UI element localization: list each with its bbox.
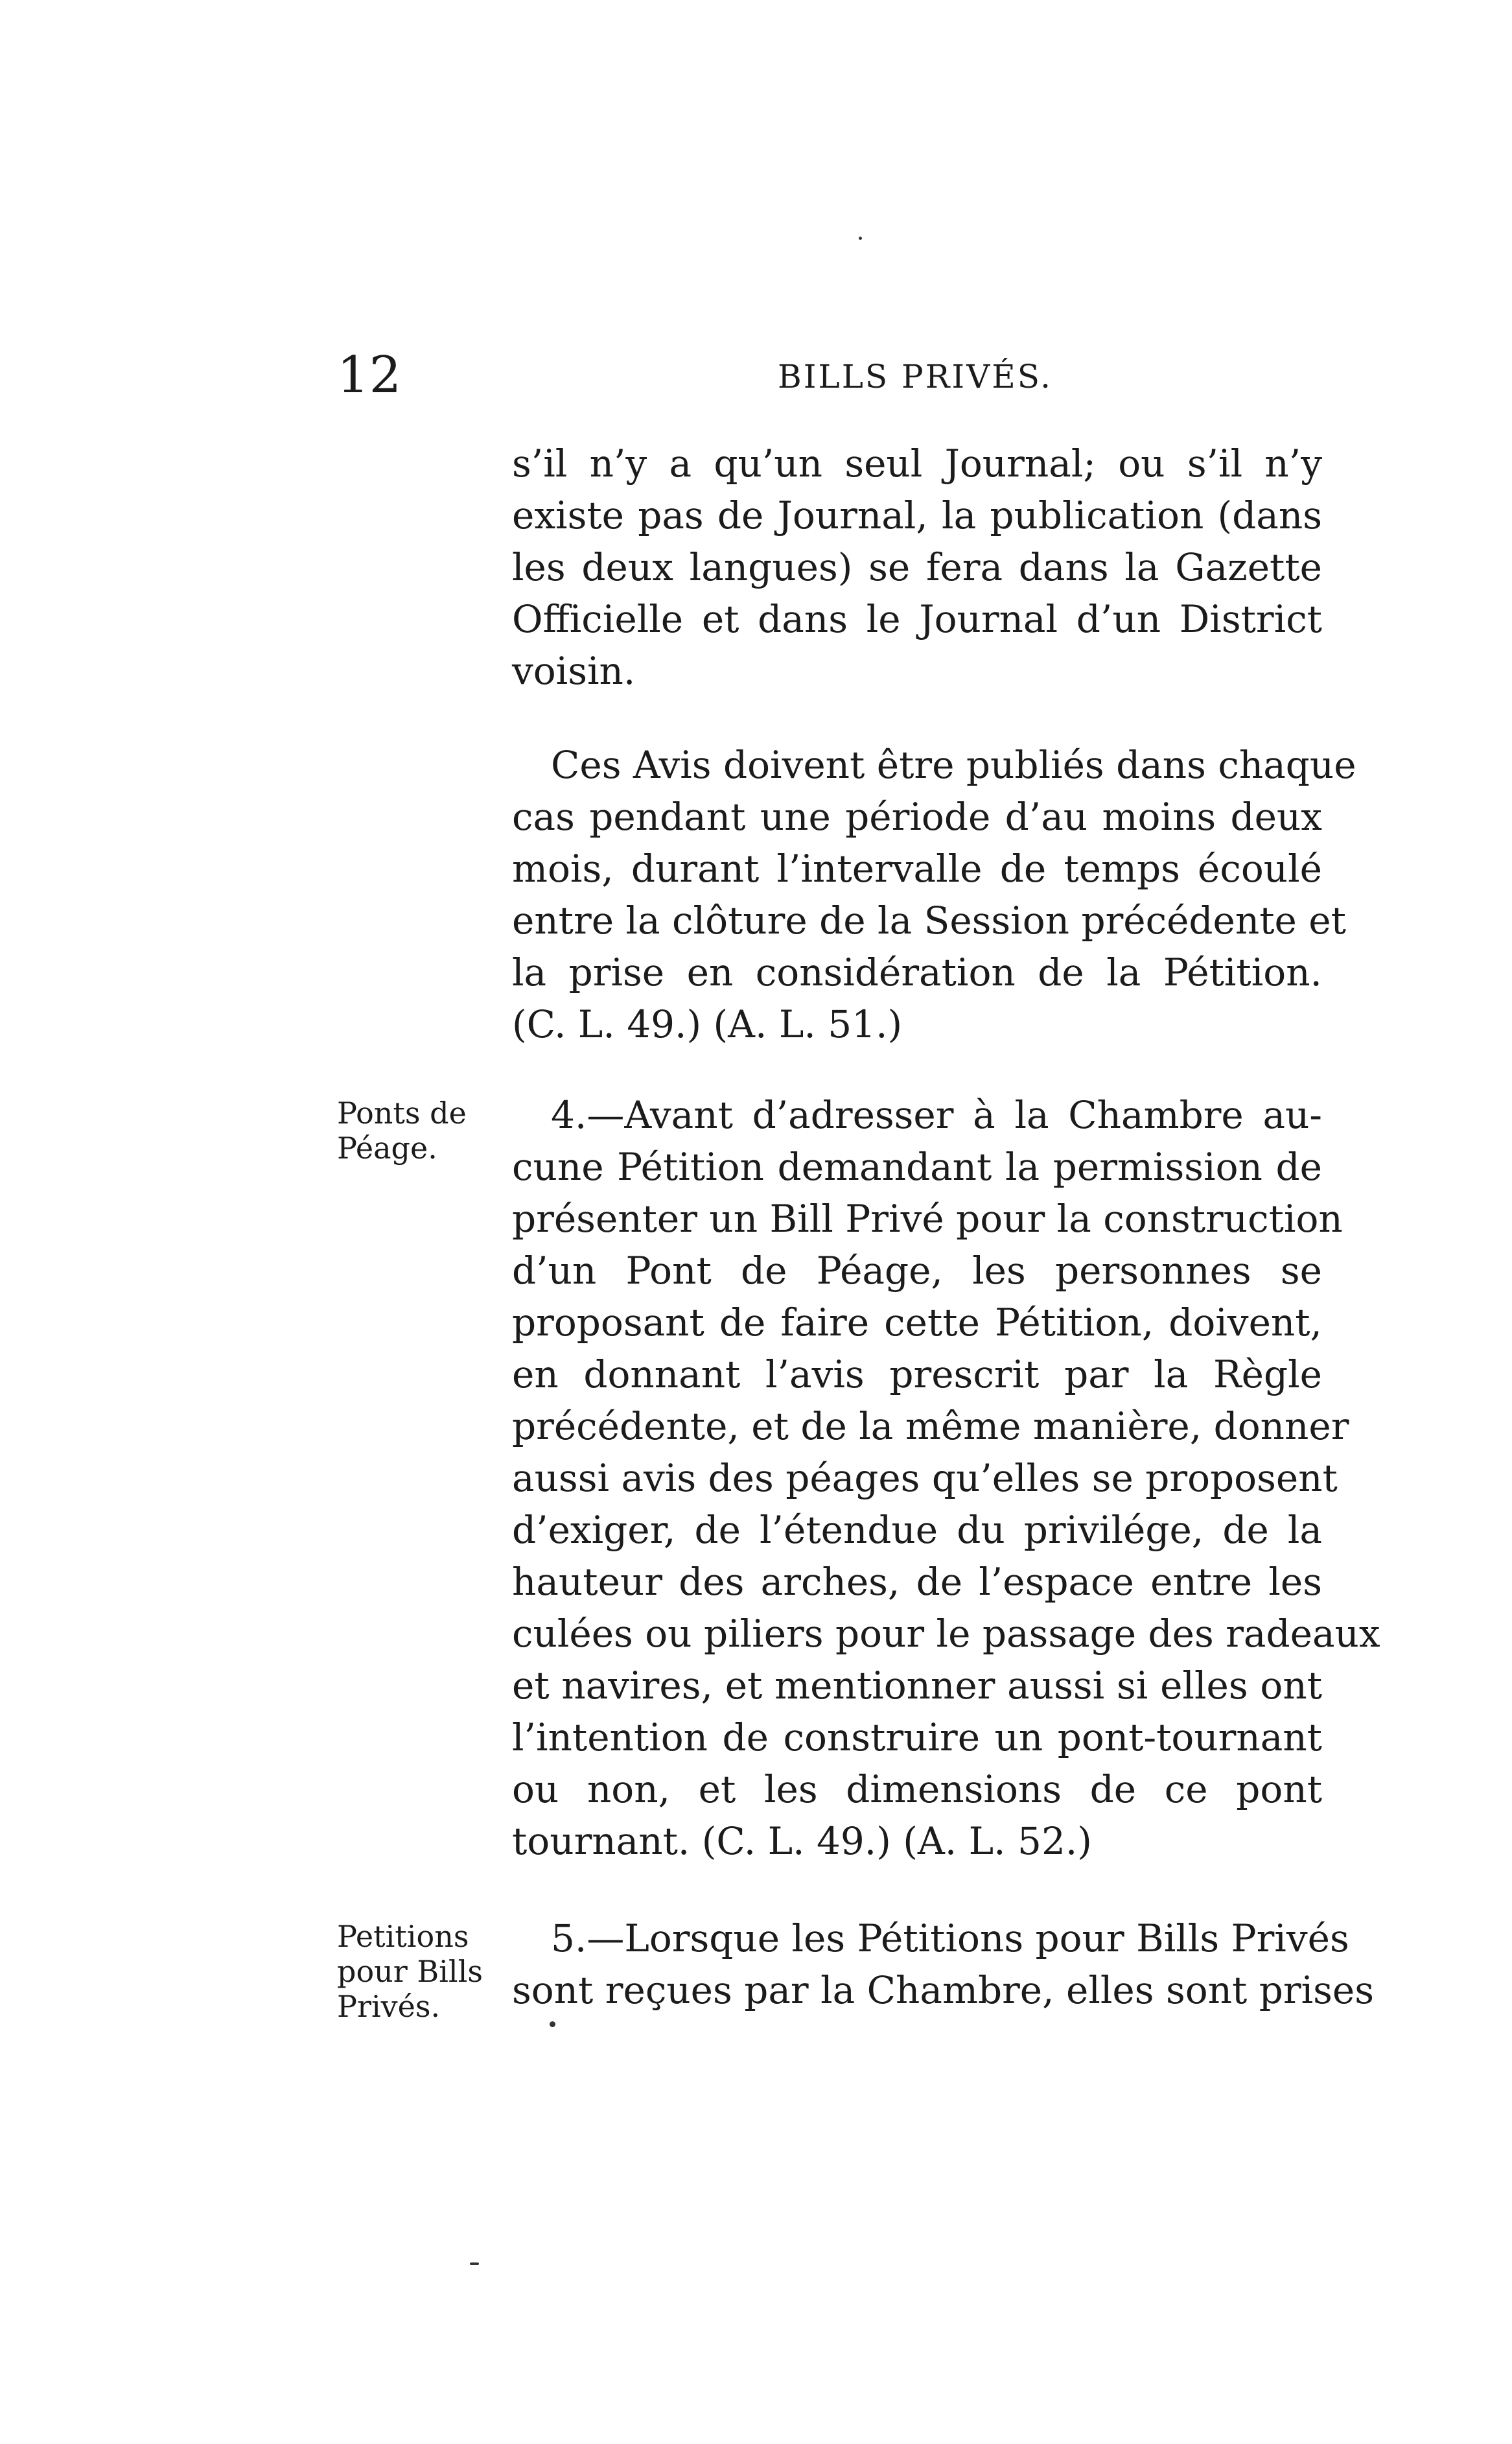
text-line: 5.—Lorsque les Pétitions pour Bills Privés: [551, 1916, 1349, 1960]
text-line: sont reçues par la Chambre, elles sont prises: [512, 1968, 1374, 2012]
margin-note-line: pour Bills: [337, 1954, 483, 1989]
paragraph-notices: [512, 739, 1356, 1050]
page-number: 12: [337, 346, 402, 405]
text-line: culées ou piliers pour le passage des radeaux: [512, 1612, 1380, 1656]
text-line: et navires, et mentionner aussi si elles ont: [512, 1663, 1322, 1708]
text-line: Officielle et dans le Journal d’un District: [512, 597, 1322, 641]
text-line: cas pendant une période d’au moins deux: [512, 795, 1322, 839]
text-line: d’exiger, de l’étendue du privilége, de la: [512, 1508, 1322, 1552]
text-line: présenter un Bill Privé pour la construction: [512, 1197, 1343, 1241]
margin-note-line: Privés.: [337, 1989, 441, 2024]
text-line: existe pas de Journal, la publication (dans: [512, 493, 1322, 537]
margin-note-petitions-pour-bills-prives: [337, 1919, 483, 2024]
paragraph-rule-4: [512, 1089, 1380, 1867]
text-line: (C. L. 49.) (A. L. 51.): [512, 1002, 903, 1046]
text-line: 4.—Avant d’adresser à la Chambre au-: [551, 1093, 1322, 1137]
text-line: ou non, et les dimensions de ce pont: [512, 1767, 1322, 1811]
text-line: d’un Pont de Péage, les personnes se: [512, 1249, 1322, 1293]
margin-note-ponts-de-peage: [337, 1096, 467, 1166]
text-line: voisin.: [512, 649, 636, 693]
running-title: BILLS PRIVÉS.: [778, 358, 1053, 395]
text-line: précédente, et de la même manière, donner: [512, 1404, 1349, 1448]
text-line: cune Pétition demandant la permission de: [512, 1145, 1322, 1189]
scan-speck: [859, 237, 862, 240]
text-line: aussi avis des péages qu’elles se proposent: [512, 1456, 1338, 1500]
text-line: hauteur des arches, de l’espace entre les: [512, 1560, 1322, 1604]
text-line: les deux langues) se fera dans la Gazette: [512, 545, 1322, 589]
text-line: s’il n’y a qu’un seul Journal; ou s’il n’y: [512, 441, 1322, 486]
text-line: l’intention de construire un pont-tournant: [512, 1715, 1322, 1759]
margin-note-line: Péage.: [337, 1131, 437, 1166]
text-line: Ces Avis doivent être publiés dans chaque: [551, 743, 1356, 787]
margin-note-line: Ponts de: [337, 1096, 467, 1131]
margin-note-line: Petitions: [337, 1919, 469, 1954]
text-line: la prise en considération de la Pétition.: [512, 950, 1322, 994]
paragraph-rule-5: [512, 1912, 1374, 2016]
text-line: mois, durant l’intervalle de temps écoulé: [512, 847, 1322, 891]
text-line: tournant. (C. L. 49.) (A. L. 52.): [512, 1819, 1092, 1863]
scan-speck: [550, 2021, 555, 2027]
text-line: entre la clôture de la Session précédente et: [512, 899, 1346, 943]
scan-speck: [470, 2262, 479, 2265]
paragraph-continuation: [512, 438, 1322, 697]
text-line: proposant de faire cette Pétition, doivent,: [512, 1300, 1322, 1345]
text-line: en donnant l’avis prescrit par la Règle: [512, 1352, 1322, 1396]
